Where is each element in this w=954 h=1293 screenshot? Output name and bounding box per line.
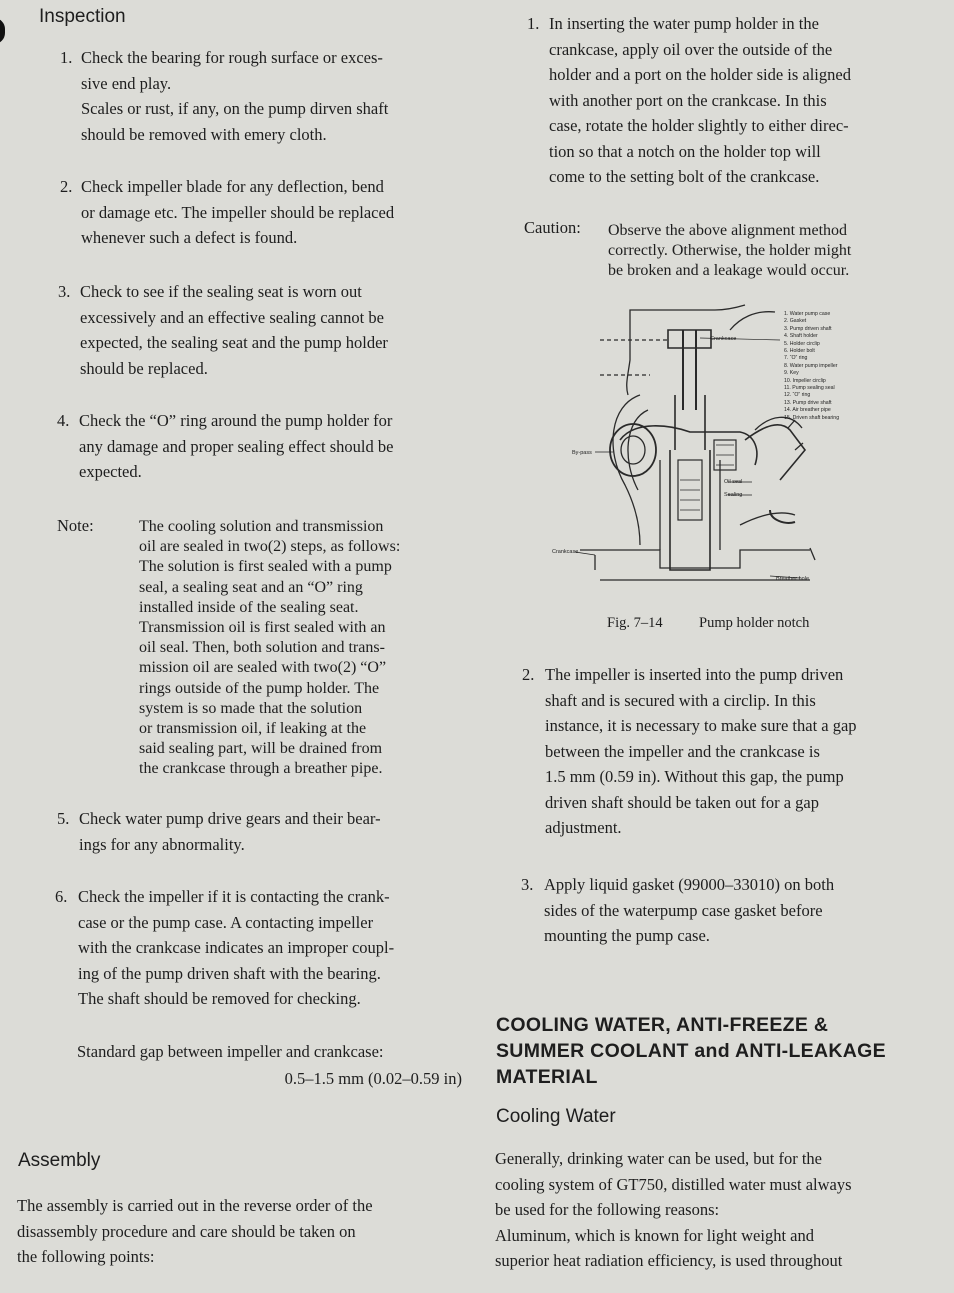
text-line: whenever such a defect is found. (81, 228, 298, 247)
diagram-legend (784, 311, 839, 422)
inspection-heading: Inspection (39, 6, 126, 27)
figure-caption-number: Fig. 7–14 (607, 615, 663, 631)
text-line: ing of the pump driven shaft with the bearing. (78, 963, 381, 983)
label-breather-hole: Breather hole (776, 576, 810, 582)
text-line: cooling system of GT750, distilled water must always (495, 1174, 852, 1194)
text-line: expected. (79, 462, 142, 481)
text-line: driven shaft should be taken out for a gap (545, 792, 820, 812)
legend-item: 11. Pump sealing seal (784, 385, 835, 392)
text-line: rings outside of the pump holder. The (139, 679, 380, 697)
item-number: 4. (57, 411, 70, 430)
legend-item: 15. Driven shaft bearing (784, 414, 840, 421)
text-line: be used for the following reasons: (495, 1200, 720, 1219)
text-line: The assembly is carried out in the reverse order of the (17, 1196, 373, 1215)
heading-line: COOLING WATER, ANTI-FREEZE & (496, 1014, 829, 1036)
text-line: The shaft should be removed for checking. (78, 989, 361, 1008)
text-line: ings for any abnormality. (79, 834, 245, 854)
assembly-intro (17, 1193, 448, 1270)
standard-gap-value: 0.5–1.5 mm (0.02–0.59 in) (284, 1069, 462, 1088)
text-line: system is so made that the solution (139, 699, 363, 717)
text-line: expected, the sealing seat and the pump holder (80, 333, 388, 352)
note-label: Note: (57, 516, 94, 535)
legend-item: 6. Holder bolt (784, 348, 815, 355)
text-line: Apply liquid gasket (99000–33010) on both (544, 875, 835, 894)
assembly-heading: Assembly (18, 1150, 101, 1171)
item-number: 3. (58, 282, 71, 301)
item-number: 2. (60, 177, 73, 196)
text-line: adjustment. (545, 818, 622, 837)
text-line: shaft and is secured with a circlip. In this (545, 690, 816, 710)
legend-item: 14. Air breather pipe (784, 407, 831, 414)
pump-holder-diagram (540, 300, 940, 600)
text-line: case or the pump case. A contacting impeller (78, 912, 374, 932)
text-line: correctly. Otherwise, the holder might (608, 242, 852, 259)
text-line: sides of the waterpump case gasket before (544, 900, 823, 920)
legend-item: 13. Pump drive shaft (784, 399, 832, 406)
text-line: excessively and an effective sealing cannot be (80, 307, 384, 327)
text-line: with another port on the crankcase. In this (549, 90, 827, 110)
figure-caption-title: Pump holder notch (699, 615, 810, 631)
binding-mark (0, 18, 5, 44)
text-line: Scales or rust, if any, on the pump dirven shaft (81, 99, 389, 118)
text-line: tion so that a notch on the holder top will (549, 141, 821, 161)
text-line: In inserting the water pump holder in the (549, 14, 819, 33)
diagram-leader-lines (575, 338, 800, 578)
legend-item: 5. Holder circlip (784, 340, 820, 347)
caution-label: Caution: (524, 218, 581, 237)
legend-item: 9. Key (784, 370, 799, 377)
text-line: with the crankcase indicates an improper coupl- (78, 938, 395, 957)
text-line: the following points: (17, 1247, 155, 1266)
note-body (139, 517, 462, 780)
text-line: The impeller is inserted into the pump driven (545, 665, 844, 684)
text-line: The cooling solution and transmission (139, 518, 384, 535)
text-line: seal, a sealing seat and an “O” ring (139, 578, 363, 596)
text-line: 1.5 mm (0.59 in). Without this gap, the pump (545, 767, 844, 786)
legend-item: 2. Gasket (784, 318, 807, 325)
text-line: or damage etc. The impeller should be replaced (81, 202, 395, 222)
text-line: be broken and a leakage would occur. (608, 262, 850, 279)
heading-line: MATERIAL (496, 1066, 598, 1088)
legend-item: 7. “O” ring (784, 355, 808, 362)
text-line: Check water pump drive gears and their bear- (79, 809, 381, 828)
cooling-section-heading (496, 1012, 886, 1090)
legend-item: 8. Water pump impeller (784, 362, 838, 369)
legend-item: 10. Impeller circlip (784, 377, 826, 384)
text-line: Transmission oil is first sealed with an (139, 619, 386, 637)
text-line: come to the setting bolt of the crankcase. (549, 167, 820, 186)
legend-item: 3. Pump driven shaft (784, 325, 832, 332)
text-line: Check to see if the sealing seat is worn out (80, 282, 362, 301)
label-oil-seal: Oil seal (724, 479, 743, 485)
label-bypass: By-pass (572, 450, 592, 456)
text-line: the crankcase through a breather pipe. (139, 760, 383, 778)
text-line: mounting the pump case. (544, 926, 710, 945)
heading-line: SUMMER COOLANT and ANTI-LEAKAGE (496, 1040, 886, 1062)
text-line: sive end play. (81, 73, 172, 93)
text-line: Check the “O” ring around the pump holder for (79, 411, 393, 430)
text-line: should be removed with emery cloth. (81, 124, 327, 144)
text-line: disassembly procedure and care should be taken on (17, 1221, 356, 1241)
text-line: oil are sealed in two(2) steps, as follows: (139, 538, 401, 556)
text-line: Check the impeller if it is contacting the crank- (78, 887, 390, 906)
text-line: Aluminum, which is known for light weight and (495, 1225, 814, 1245)
text-line: The solution is first sealed with a pump (139, 558, 392, 576)
text-line: installed inside of the sealing seat. (139, 598, 359, 616)
standard-gap-label: Standard gap between impeller and crankcase: (77, 1042, 384, 1061)
text-line: instance, it is necessary to make sure that a gap (545, 716, 857, 735)
text-line: any damage and proper sealing effect should be (79, 436, 394, 456)
label-sealing: Sealing (724, 492, 743, 498)
diagram-labels (552, 336, 809, 582)
legend-item: 4. Shaft holder (784, 333, 818, 340)
text-line: Generally, drinking water can be used, but for the (495, 1149, 822, 1168)
legend-item: 1. Water pump case (784, 311, 831, 317)
text-line: Check the bearing for rough surface or exces- (81, 48, 383, 67)
label-crankcase-left: Crankcase (552, 549, 579, 555)
label-crankcase-top: Crankcase (710, 336, 737, 342)
text-line: Observe the above alignment method (608, 222, 848, 239)
text-line: oil seal. Then, both solution and trans- (139, 639, 385, 657)
text-line: holder and a port on the holder side is aligned (549, 65, 851, 84)
text-line: mission oil are sealed with two(2) “O” (139, 659, 387, 677)
text-line: said sealing part, will be drained from (139, 740, 383, 758)
item-number: 6. (55, 887, 68, 906)
text-line: or transmission oil, if leaking at the (139, 720, 367, 738)
item-number: 3. (521, 875, 534, 894)
text-line: should be replaced. (80, 358, 208, 378)
text-line: Check impeller blade for any deflection, bend (81, 177, 384, 196)
item-number: 1. (60, 48, 73, 67)
text-line: case, rotate the holder slightly to either direc- (549, 116, 849, 135)
text-line: superior heat radiation efficiency, is used throughout (495, 1251, 843, 1270)
caution-body (608, 221, 930, 281)
legend-item: 12. “O” ring (784, 392, 811, 399)
item-number: 1. (527, 14, 540, 33)
text-line: between the impeller and the crankcase is (545, 741, 820, 761)
diagram-outline (580, 305, 815, 580)
cooling-water-heading: Cooling Water (496, 1106, 616, 1127)
item-number: 2. (522, 665, 535, 684)
item-number: 5. (57, 809, 70, 828)
text-line: crankcase, apply oil over the outside of the (549, 39, 833, 59)
cooling-water-body (495, 1146, 923, 1274)
